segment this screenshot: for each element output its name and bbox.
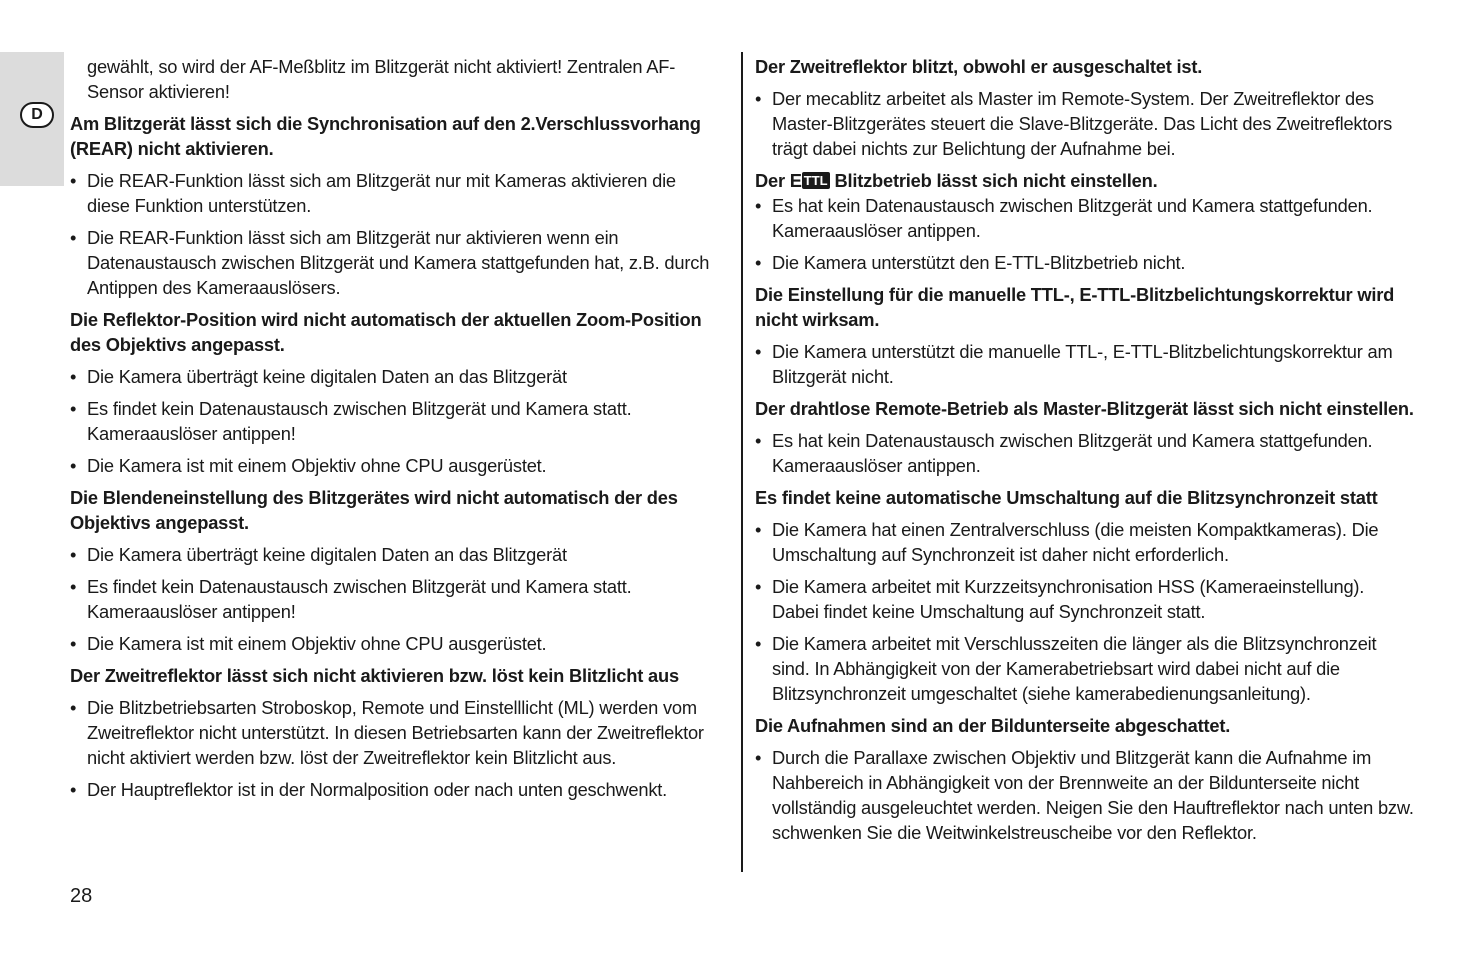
bullet-list (755, 193, 1415, 275)
section-exposure-correction (755, 282, 1415, 389)
bullet-list (70, 542, 720, 656)
list-item: • Die Kamera unterstützt die manuelle TTL-, E-TTL-Blitzbelichtungskorrektur am Blitzgerät nicht. (755, 339, 1415, 389)
list-item: • Es findet kein Datenaustausch zwischen Blitzgerät und Kamera statt. Kameraauslöser antippen! (70, 574, 720, 624)
list-item: • Die Kamera überträgt keine digitalen Daten an das Blitzgerät (70, 542, 720, 567)
heading-prefix: Der E (755, 170, 802, 191)
bullet-list (70, 168, 720, 300)
heading-suffix: Blitzbetrieb lässt sich nicht einstellen. (829, 170, 1158, 191)
language-badge: D (20, 102, 54, 128)
bullet-list (755, 339, 1415, 389)
section-heading (755, 168, 1415, 193)
list-item: • Die REAR-Funktion lässt sich am Blitzgerät nur mit Kameras aktivieren die diese Funktion unterstützen. (70, 168, 720, 218)
list-item: • Die Kamera ist mit einem Objektiv ohne CPU ausgerüstet. (70, 453, 720, 478)
list-item: • Die REAR-Funktion lässt sich am Blitzgerät nur aktivieren wenn ein Datenaustausch zwischen Blitzgerät und Kamera stattgefunden hat, z.B. durch Antippen des Kameraauslösers. (70, 225, 720, 300)
list-item: • Der mecablitz arbeitet als Master im Remote-System. Der Zweitreflektor des Master-Blitzgerätes steuert die Slave-Blitzgeräte. Das Licht des Zweitreflektors trägt dabei nichts zur Belichtung der Aufnahme bei. (755, 86, 1415, 161)
section-heading: Am Blitzgerät lässt sich die Synchronisation auf den 2.Verschlussvorhang (REAR) nicht aktivieren. (70, 113, 701, 159)
list-item: • Die Kamera unterstützt den E-TTL-Blitzbetrieb nicht. (755, 250, 1415, 275)
section-heading: Es findet keine automatische Umschaltung auf die Blitzsynchronzeit statt (755, 487, 1378, 508)
bullet-list (755, 86, 1415, 161)
section-heading: Die Aufnahmen sind an der Bildunterseite abgeschattet. (755, 715, 1231, 736)
section-heading: Der drahtlose Remote-Betrieb als Master-Blitzgerät lässt sich nicht einstellen. (755, 398, 1414, 419)
section-ettl (755, 168, 1415, 275)
list-item: • Es hat kein Datenaustausch zwischen Blitzgerät und Kamera stattgefunden. Kameraauslöser antippen. (755, 193, 1415, 243)
list-item: • Die Kamera hat einen Zentralverschluss (die meisten Kompaktkameras). Die Umschaltung auf Synchronzeit ist daher nicht erforderlich. (755, 517, 1415, 567)
section-rear-sync (70, 111, 720, 300)
list-item: • Die Kamera ist mit einem Objektiv ohne CPU ausgerüstet. (70, 631, 720, 656)
section-second-reflector-fires (755, 54, 1415, 161)
section-second-reflector (70, 663, 720, 802)
section-reflector-zoom (70, 307, 720, 478)
list-item: • Die Kamera arbeitet mit Kurzzeitsynchronisation HSS (Kameraeinstellung). Dabei findet keine Umschaltung auf Synchronzeit statt. (755, 574, 1415, 624)
list-item: • Der Hauptreflektor ist in der Normalposition oder nach unten geschwenkt. (70, 777, 720, 802)
section-shadowed-images (755, 713, 1415, 845)
bullet-list (755, 517, 1415, 706)
list-item: • Die Kamera arbeitet mit Verschlusszeiten die länger als die Blitzsynchronzeit sind. In Abhängigkeit von der Kamerabetriebsart wird dabei nicht auf die Blitzsynchronzeit umgeschaltet (siehe kamerabedienungsanleitung). (755, 631, 1415, 706)
bullet-list (755, 745, 1415, 845)
left-column (70, 54, 720, 809)
column-divider (741, 52, 743, 872)
intro-text: gewählt, so wird der AF-Meßblitz im Blitzgerät nicht aktiviert! Zentralen AF-Sensor aktivieren! (87, 56, 676, 102)
section-heading: Der Zweitreflektor lässt sich nicht aktivieren bzw. löst kein Blitzlicht aus (70, 665, 679, 686)
section-heading: Die Blendeneinstellung des Blitzgerätes wird nicht automatisch der des Objektivs angepasst. (70, 487, 678, 533)
right-column (755, 54, 1415, 852)
ttl-icon: TTL (803, 173, 828, 188)
section-heading: Die Reflektor-Position wird nicht automatisch der aktuellen Zoom-Position des Objektivs angepasst. (70, 309, 702, 355)
list-item: • Durch die Parallaxe zwischen Objektiv und Blitzgerät kann die Aufnahme im Nahbereich in Abhängigkeit von der Brennweite an der Bildunterseite nicht vollständig ausgeleuchtet werden. Neigen Sie den Hauftreflektor nach unten bzw. schwenken Sie die Weitwinkelstreuscheibe vor den Reflektor. (755, 745, 1415, 845)
list-item: • Die Kamera überträgt keine digitalen Daten an das Blitzgerät (70, 364, 720, 389)
list-item: • Die Blitzbetriebsarten Stroboskop, Remote und Einstelllicht (ML) werden vom Zweitreflektor nicht unterstützt. In diesen Betriebsarten kann der Zweitreflektor nicht aktiviert werden bzw. löst der Zweitreflektor kein Blitzlicht aus. (70, 695, 720, 770)
list-item: • Es findet kein Datenaustausch zwischen Blitzgerät und Kamera statt. Kameraauslöser antippen! (70, 396, 720, 446)
list-item: • Es hat kein Datenaustausch zwischen Blitzgerät und Kamera stattgefunden. Kameraauslöser antippen. (755, 428, 1415, 478)
section-aperture (70, 485, 720, 656)
section-sync-time (755, 485, 1415, 706)
bullet-list (755, 428, 1415, 478)
section-heading: Der Zweitreflektor blitzt, obwohl er ausgeschaltet ist. (755, 56, 1203, 77)
section-remote-master (755, 396, 1415, 478)
section-heading: Die Einstellung für die manuelle TTL-, E-TTL-Blitzbelichtungskorrektur wird nicht wirksam. (755, 284, 1395, 330)
bullet-list (70, 695, 720, 802)
page-number: 28 (70, 885, 93, 907)
bullet-list (70, 364, 720, 478)
